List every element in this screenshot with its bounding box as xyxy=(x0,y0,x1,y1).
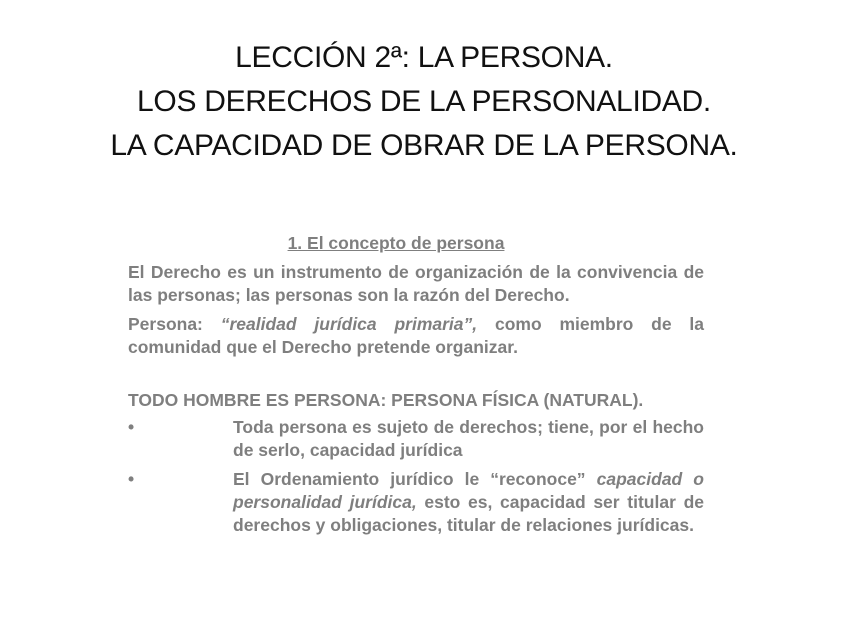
slide-title xyxy=(40,36,808,168)
paragraph-persona-quote: “realidad jurídica primaria”, xyxy=(220,314,478,334)
bullet-icon: • xyxy=(128,469,135,489)
title-line-1: LECCIÓN 2ª: LA PERSONA. xyxy=(235,41,613,74)
paragraph-persona-prefix: Persona: xyxy=(128,314,221,334)
bullet2-prefix: El Ordenamiento jurídico le “reconoce” xyxy=(233,469,597,489)
spacer xyxy=(128,365,704,389)
bullet-text-ordenamiento xyxy=(233,468,704,537)
bullet-text-sujeto-derechos: Toda persona es sujeto de derechos; tiene, por el hecho de serlo, capacidad jurídica xyxy=(233,417,704,460)
paragraph-persona xyxy=(128,313,704,359)
paragraph-persona-suffix: como miembro de la comunidad que el Derecho pretende organizar. xyxy=(128,314,705,357)
list-item xyxy=(128,416,704,462)
slide-body xyxy=(128,232,704,543)
statement-persona-fisica: TODO HOMBRE ES PERSONA: PERSONA FÍSICA (NATURAL). xyxy=(128,390,644,410)
bullet2-italic: capacidad o personalidad jurídica, xyxy=(233,469,704,512)
section-heading: 1. El concepto de persona xyxy=(287,233,505,253)
paragraph-derecho: El Derecho es un instrumento de organización de la convivencia de las personas; las personas son la razón del Derecho. xyxy=(128,262,704,305)
title-line-2: LOS DERECHOS DE LA PERSONALIDAD. xyxy=(137,85,711,118)
list-item xyxy=(128,468,704,537)
bullet-icon: • xyxy=(128,417,135,437)
title-line-3: LA CAPACIDAD DE OBRAR DE LA PERSONA. xyxy=(110,129,738,162)
bullet2-suffix: esto es, capacidad ser titular de derechos y obligaciones, titular de relaciones jurídicas. xyxy=(233,492,704,535)
